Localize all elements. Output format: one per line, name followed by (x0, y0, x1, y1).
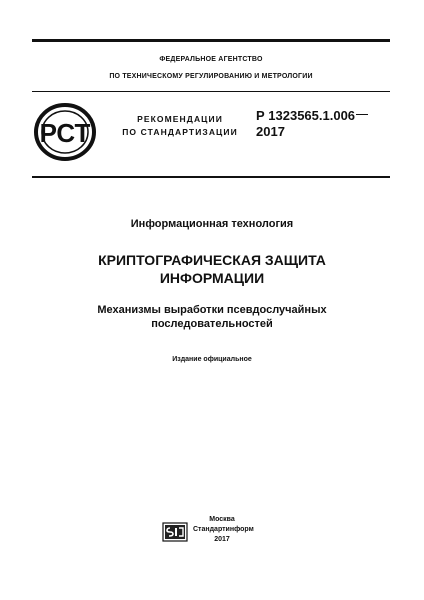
subtitle-line-1: Механизмы выработки псевдослучайных (97, 304, 327, 316)
subtitle-line-2: последовательностей (151, 318, 273, 330)
bottom-rule (32, 176, 390, 178)
publisher-year: 2017 (214, 536, 230, 543)
edition-label: Издание официальное (172, 356, 252, 363)
series-title: Информационная технология (130, 218, 294, 230)
agency-line-2: ПО ТЕХНИЧЕСКОМУ РЕГУЛИРОВАНИЮ И МЕТРОЛОГИИ (109, 73, 313, 80)
main-title (30, 251, 394, 287)
dash-mark (356, 114, 368, 116)
logo-text: РСТ (39, 118, 91, 148)
main-title-line-2: ИНФОРМАЦИИ (159, 270, 265, 286)
standard-number: Р 1323565.1.006 (256, 108, 356, 123)
standard-designation (256, 108, 396, 140)
document-type-line-1: РЕКОМЕНДАЦИИ (137, 114, 223, 124)
standartinform-icon (162, 522, 188, 542)
top-rule (32, 39, 390, 42)
agency-line-1: ФЕДЕРАЛЬНОЕ АГЕНТСТВО (159, 56, 263, 63)
publisher-city: Москва (209, 516, 235, 523)
middle-rule (32, 91, 390, 92)
publisher-block (193, 515, 254, 545)
document-type-line-2: ПО СТАНДАРТИЗАЦИИ (122, 127, 238, 137)
standard-year: 2017 (256, 124, 285, 139)
publisher-name: Стандартинформ (193, 526, 254, 533)
subtitle (30, 303, 394, 331)
main-title-line-1: КРИПТОГРАФИЧЕСКАЯ ЗАЩИТА (98, 252, 326, 268)
gost-r-certification-icon (33, 100, 97, 164)
